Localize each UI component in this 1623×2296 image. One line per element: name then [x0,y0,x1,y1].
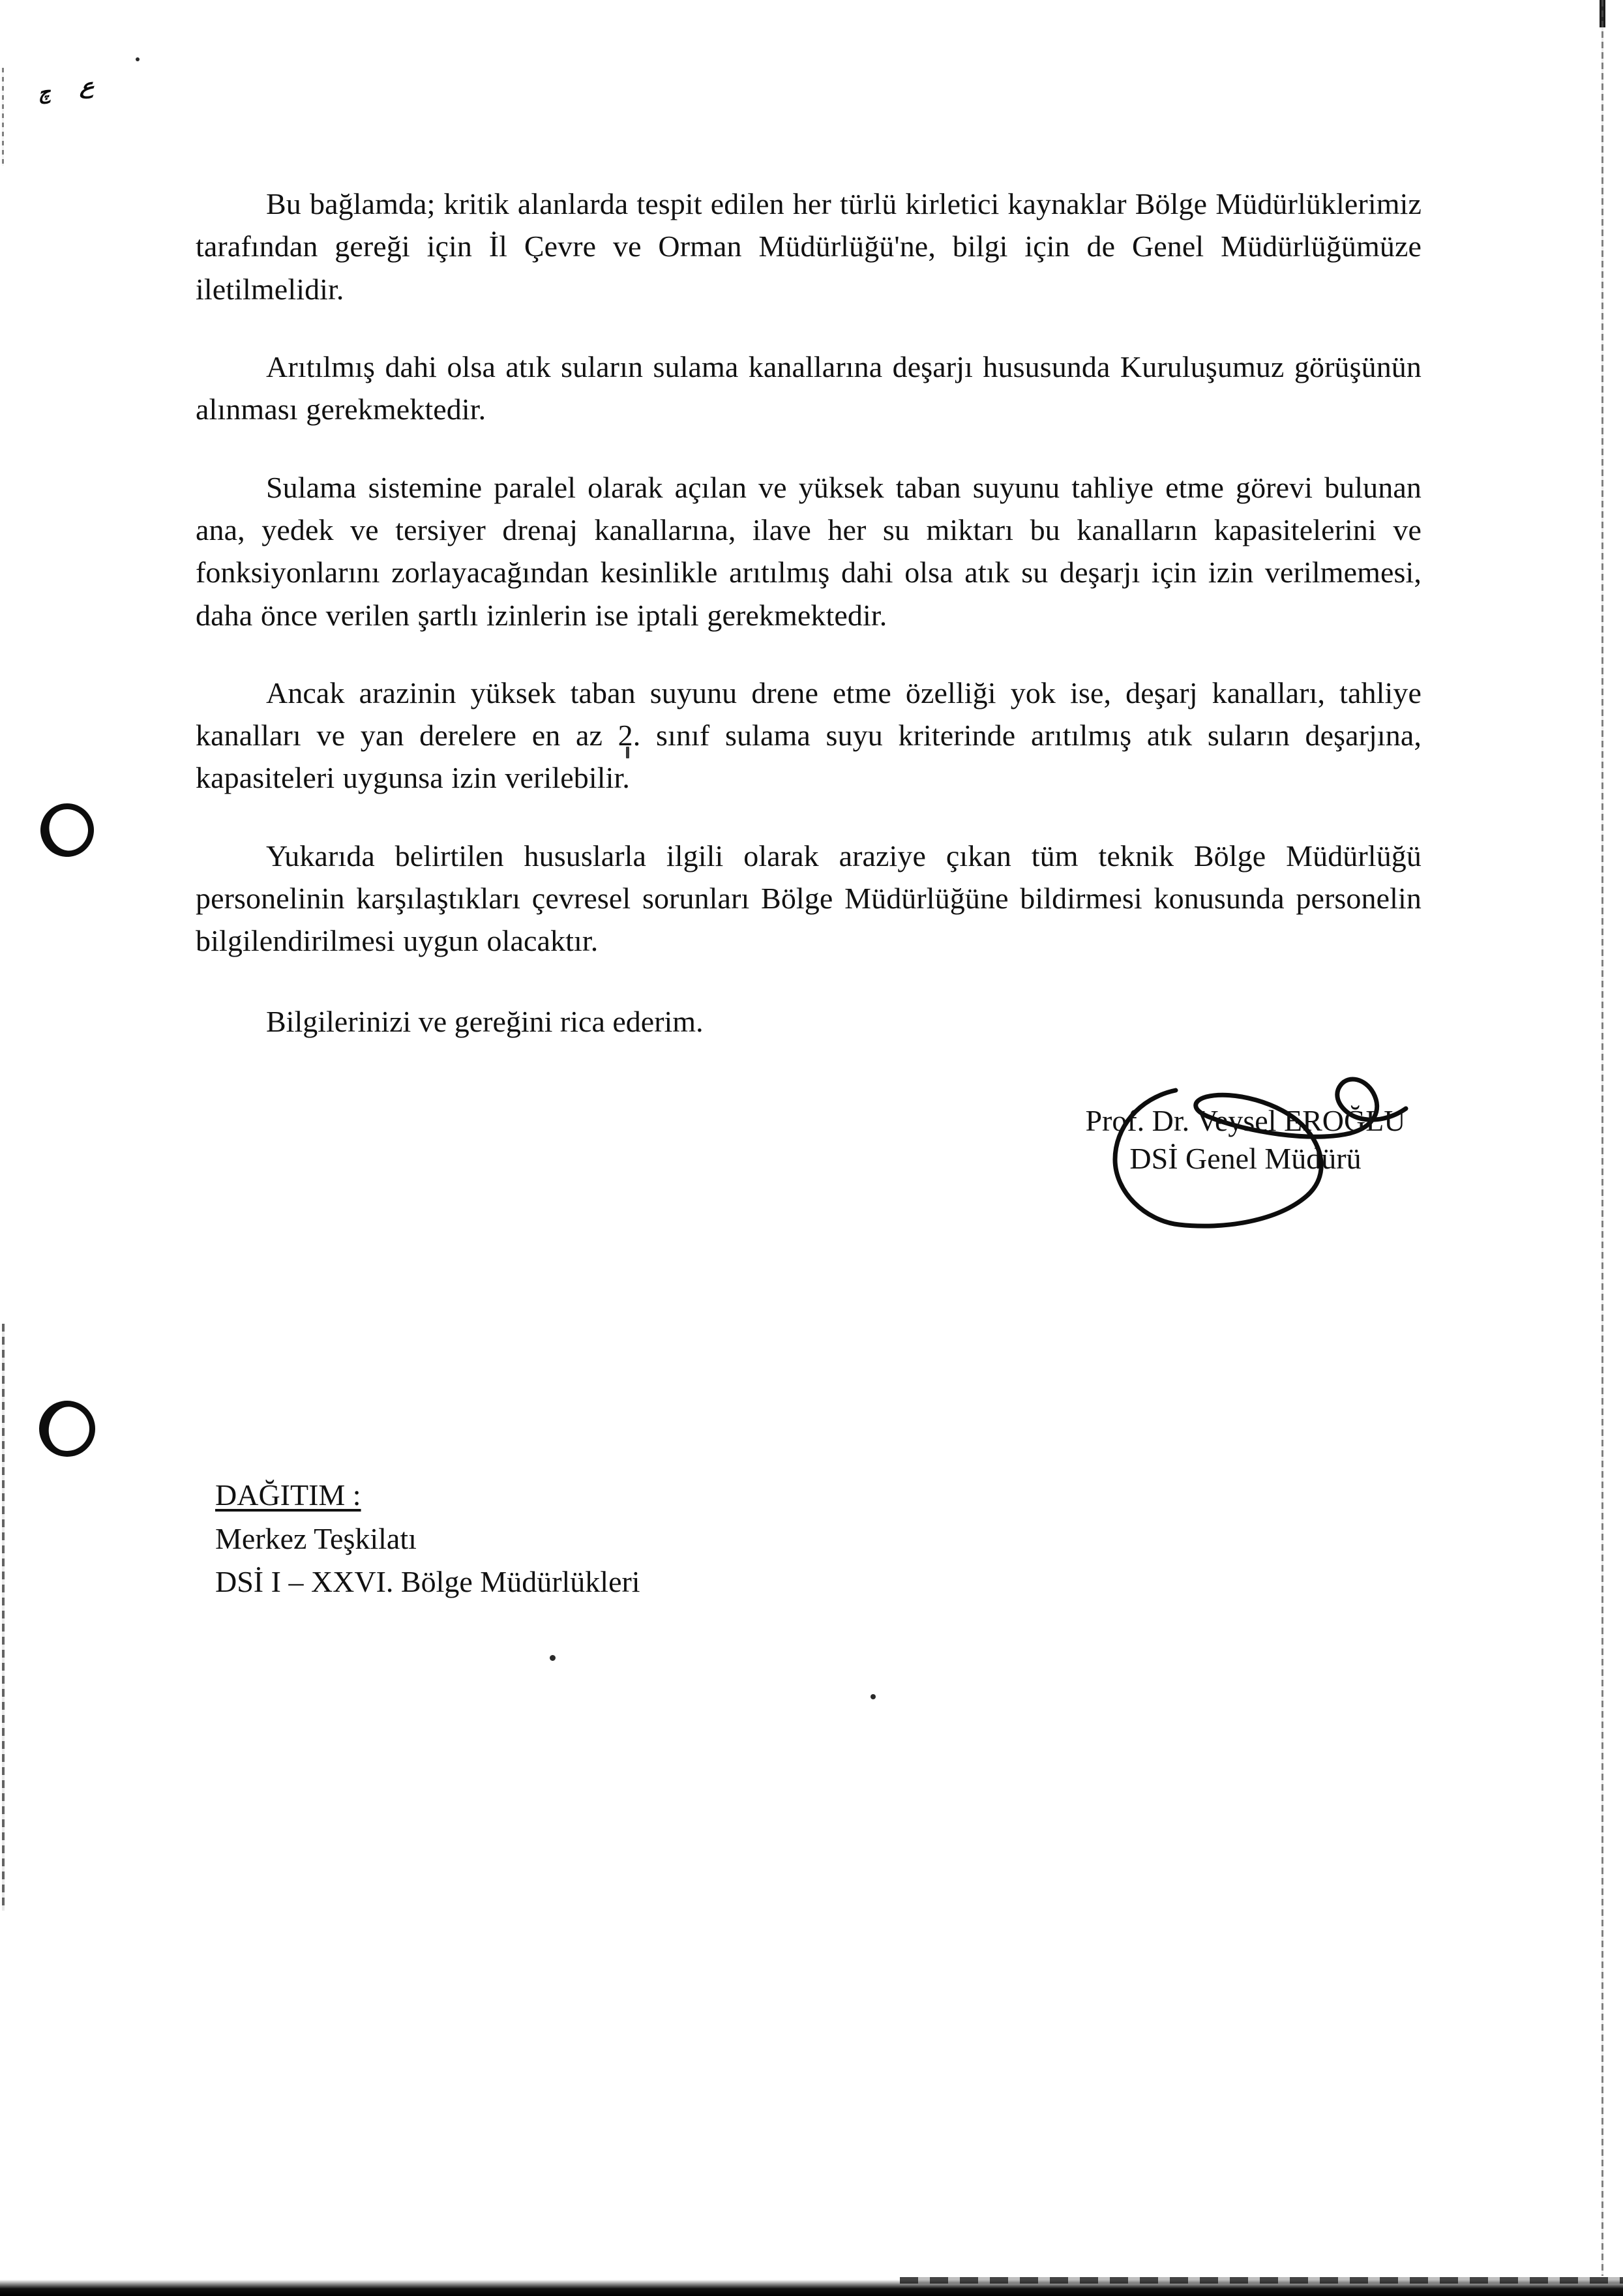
scan-edge-artifact-left-upper [2,68,4,166]
body-paragraph: Yukarıda belirtilen hususlarla ilgili olarak araziye çıkan tüm teknik Bölge Müdürlüğü personelinin karşılaştıkları çevresel sorunları Bölge Müdürlüğüne bildirmesi konusunda personelin bilgilendirilmesi uygun olacaktır. [196,839,1422,958]
scan-edge-artifact-right [1601,0,1603,2276]
letter-body [196,183,1422,1043]
scan-edge-artifact-bottom [0,2280,1623,2296]
handwritten-initials-mark [38,74,94,105]
body-paragraph: Bu bağlamda; kritik alanlarda tespit edilen her türlü kirletici kaynaklar Bölge Müdürlüklerimiz tarafından gereği için İl Çevre ve Orman Müdürlüğü'ne, bilgi için de Genel Müdürlüğümüze iletilmelidir. [196,187,1422,306]
distribution-item: Merkez Teşkilatı [215,1521,417,1555]
scan-speck [871,1694,876,1699]
closing-line: Bilgilerinizi ve gereğini rica ederim. [266,1004,704,1038]
scan-speck [550,1655,556,1661]
handwritten-initials-first: چ [37,80,52,106]
body-paragraph: Arıtılmış dahi olsa atık suların sulama kanallarına deşarjı hususunda Kuruluşumuz görüşünün alınması gerekmektedir. [196,350,1422,426]
scan-speck [136,57,140,61]
handwritten-initials-second: ع [79,74,96,99]
body-paragraph: Sulama sistemine paralel olarak açılan ve yüksek taban suyunu tahliye etme görevi bulunan ana, yedek ve tersiyer drenaj kanallarına, ilave her su miktarı bu kanalların kapasitelerini ve fonksiyonlarını zorlayacağından kesinlikle arıtılmış dahi olsa atık su deşarjı için izin verilmemesi, daha önce verilen şartlı izinlerin ise iptali gerekmektedir. [196,470,1422,632]
scan-edge-artifact-left-lower [2,1324,5,1911]
signatory-name: Prof. Dr. Veysel EROĞLU [1085,1104,1406,1137]
body-paragraph: Ancak arazinin yüksek taban suyunu drene etme özelliği yok ise, deşarj kanalları, tahliye kanalları ve yan derelere en az 2. sınıf sulama suyu kriterinde arıtılmış atık suların deşarjına, kapasiteleri uygunsa izin verilebilir. [196,676,1422,795]
distribution-item: DSİ I – XXVI. Bölge Müdürlükleri [215,1565,640,1599]
signatory-title: DSİ Genel Müdürü [1129,1141,1362,1175]
distribution-block [215,1474,998,1604]
distribution-heading: DAĞITIM : [215,1478,361,1512]
signature-block [1004,1102,1487,1177]
hole-punch-mark [34,1395,100,1462]
hole-punch-mark [33,796,100,863]
